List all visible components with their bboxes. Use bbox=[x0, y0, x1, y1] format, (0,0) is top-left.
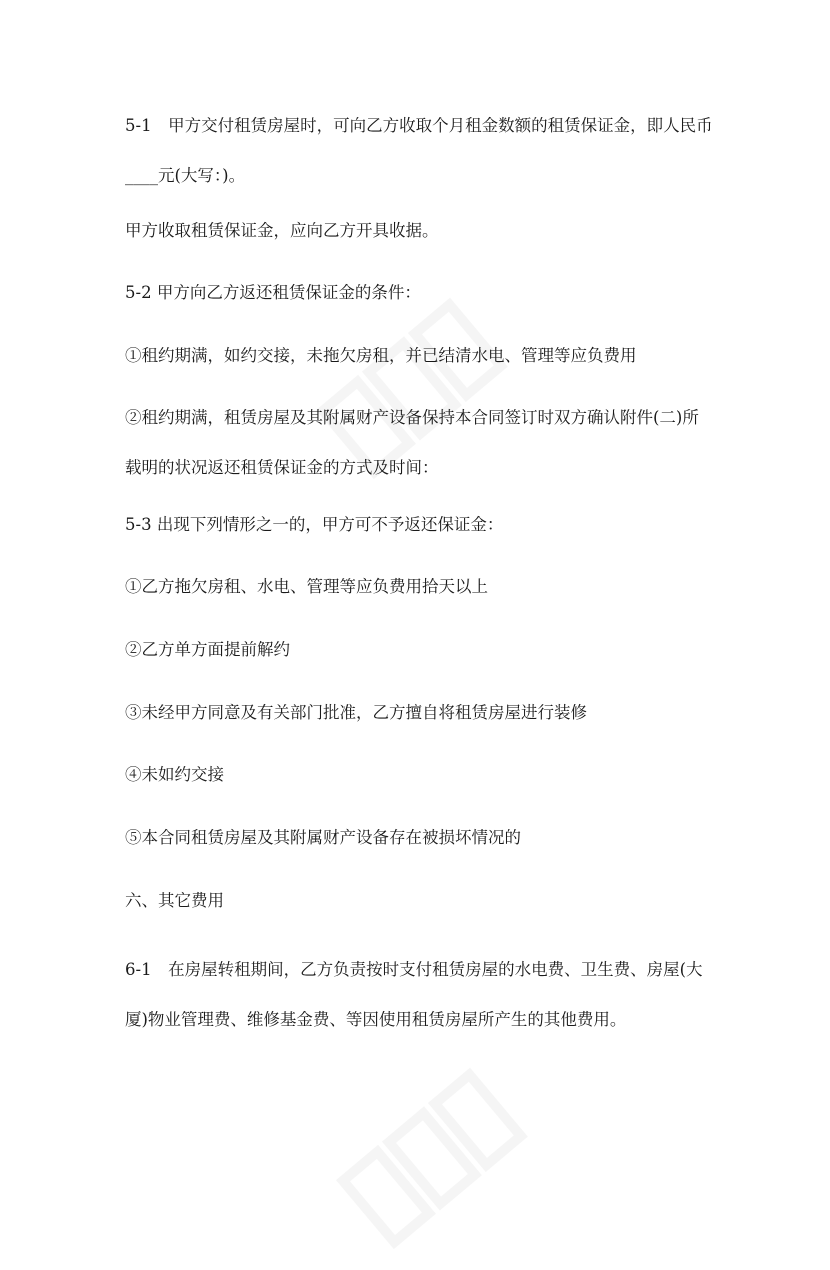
section-heading-6: 六、其它费用 bbox=[125, 891, 224, 910]
list-item-5-3-4: ④未如约交接 bbox=[125, 765, 224, 784]
list-item-5-3-2: ②乙方单方面提前解约 bbox=[125, 640, 290, 659]
list-item-5-2-1: ①租约期满，如约交接，未拖欠房租，并已结清水电、管理等应负费用 bbox=[125, 346, 637, 365]
list-item-5-2-2: ②租约期满，租赁房屋及其附属财产设备保持本合同签订时双方确认附件(二)所载明的状况返还租赁保证金的方式及时间： bbox=[125, 408, 699, 477]
paragraph-5-1: 5-1 甲方交付租赁房屋时，可向乙方收取个月租金数额的租赁保证金，即人民币____元(大写：)。 bbox=[125, 116, 713, 185]
watermark-logo-icon bbox=[320, 1050, 540, 1270]
paragraph-5-2: 5-2 甲方向乙方返还租赁保证金的条件： bbox=[125, 283, 421, 302]
paragraph-deposit-receipt: 甲方收取租赁保证金，应向乙方开具收据。 bbox=[125, 221, 439, 240]
paragraph-6-1: 6-1 在房屋转租期间，乙方负责按时支付租赁房屋的水电费、卫生费、房屋(大厦)物业管理费、维修基金费、等因使用租赁房屋所产生的其他费用。 bbox=[125, 960, 703, 1029]
paragraph-5-3: 5-3 出现下列情形之一的，甲方可不予返还保证金： bbox=[125, 515, 504, 534]
list-item-5-3-5: ⑤本合同租赁房屋及其附属财产设备存在被损坏情况的 bbox=[125, 828, 521, 847]
list-item-5-3-1: ①乙方拖欠房租、水电、管理等应负费用拾天以上 bbox=[125, 577, 488, 596]
list-item-5-3-3: ③未经甲方同意及有关部门批准，乙方擅自将租赁房屋进行装修 bbox=[125, 703, 587, 722]
